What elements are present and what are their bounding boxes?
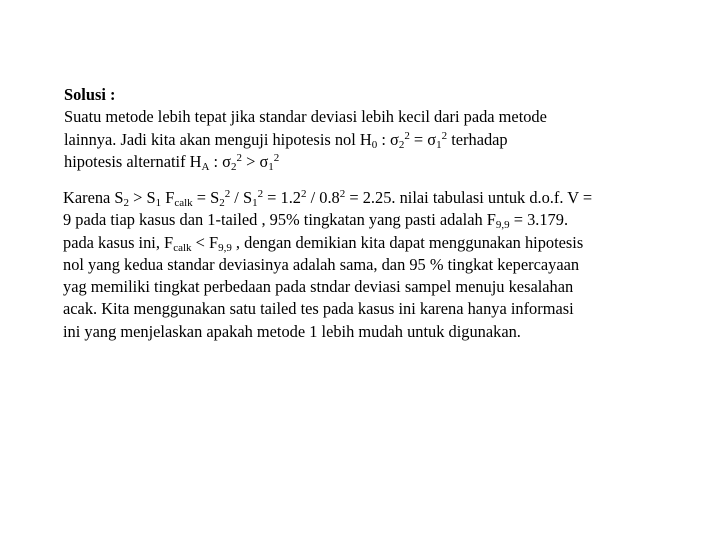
text-segment: = 1.2 bbox=[263, 188, 302, 207]
superscript: 2 bbox=[441, 129, 448, 142]
text-segment: > σ bbox=[242, 151, 269, 171]
text-segment: / S bbox=[230, 188, 253, 207]
text-segment: pada kasus ini, F bbox=[63, 232, 174, 252]
explanation-line: ini yang menjelaskan apakah metode 1 lebih mudah untuk digunakan. bbox=[63, 321, 521, 341]
subscript: calk bbox=[173, 241, 192, 254]
superscript: 2 bbox=[339, 188, 346, 200]
text-segment: < F bbox=[191, 232, 219, 252]
text-segment: / 0.8 bbox=[306, 188, 340, 207]
subscript: 9,9 bbox=[218, 241, 232, 254]
superscript: 2 bbox=[224, 188, 231, 200]
explanation-line: yag memiliki tingkat perbedaan pada stndar deviasi sampel menuju kesalahan bbox=[63, 277, 574, 297]
superscript: 2 bbox=[273, 151, 280, 164]
alternative-hypothesis-line bbox=[64, 151, 664, 173]
subscript: 2 bbox=[123, 197, 130, 209]
text-segment: Karena S bbox=[63, 188, 124, 207]
subscript: 1 bbox=[155, 197, 162, 209]
text-segment: lainnya. Jadi kita akan menguji hipotesis nol H bbox=[64, 129, 372, 149]
subscript: 1 bbox=[252, 197, 258, 209]
subscript: 2 bbox=[231, 160, 237, 173]
superscript: 2 bbox=[404, 129, 410, 142]
explanation-block bbox=[63, 187, 663, 343]
explanation-line: nol yang kedua standar deviasinya adalah sama, dan 95 % tingkat kepercayaan bbox=[63, 254, 580, 274]
subscript: 1 bbox=[436, 138, 442, 151]
null-hypothesis-line bbox=[64, 129, 664, 151]
superscript: 2 bbox=[301, 188, 307, 200]
explanation-line: acak. Kita menggunakan satu tailed tes pada kasus ini karena hanya informasi bbox=[63, 299, 574, 319]
subscript: A bbox=[201, 160, 210, 173]
superscript: 2 bbox=[257, 188, 264, 200]
subscript: 0 bbox=[371, 138, 378, 151]
subscript: 2 bbox=[398, 138, 405, 151]
tabulated-value-line bbox=[63, 209, 663, 231]
text-segment: F bbox=[161, 188, 175, 207]
text-segment: terhadap bbox=[447, 129, 508, 149]
text-segment: = 3.179. bbox=[509, 210, 569, 230]
text-segment: 9 pada tiap kasus dan 1-tailed , 95% tingkatan yang pasti adalah F bbox=[63, 210, 496, 230]
text-segment: : σ bbox=[209, 151, 232, 171]
text-segment: : σ bbox=[377, 129, 399, 149]
text-segment: > S bbox=[129, 188, 156, 207]
subscript: calk bbox=[174, 197, 193, 209]
text-segment: hipotesis alternatif H bbox=[64, 151, 202, 171]
comparison-line bbox=[63, 232, 663, 254]
solution-block bbox=[64, 84, 664, 173]
solution-heading: Solusi : bbox=[64, 85, 116, 104]
subscript: 9,9 bbox=[495, 219, 510, 232]
subscript: 2 bbox=[219, 197, 225, 209]
text-segment: , dengan demikian kita dapat menggunakan hipotesis bbox=[231, 232, 584, 252]
text-segment: = σ bbox=[409, 129, 437, 149]
f-calculation-line bbox=[63, 187, 663, 209]
text-segment: = 2.25. nilai tabulasi untuk d.o.f. V = bbox=[345, 188, 593, 207]
subscript: 1 bbox=[268, 160, 274, 173]
text-segment: = S bbox=[192, 188, 220, 207]
solution-line: Suatu metode lebih tepat jika standar deviasi lebih kecil dari pada metode bbox=[64, 107, 547, 127]
superscript: 2 bbox=[236, 151, 243, 164]
